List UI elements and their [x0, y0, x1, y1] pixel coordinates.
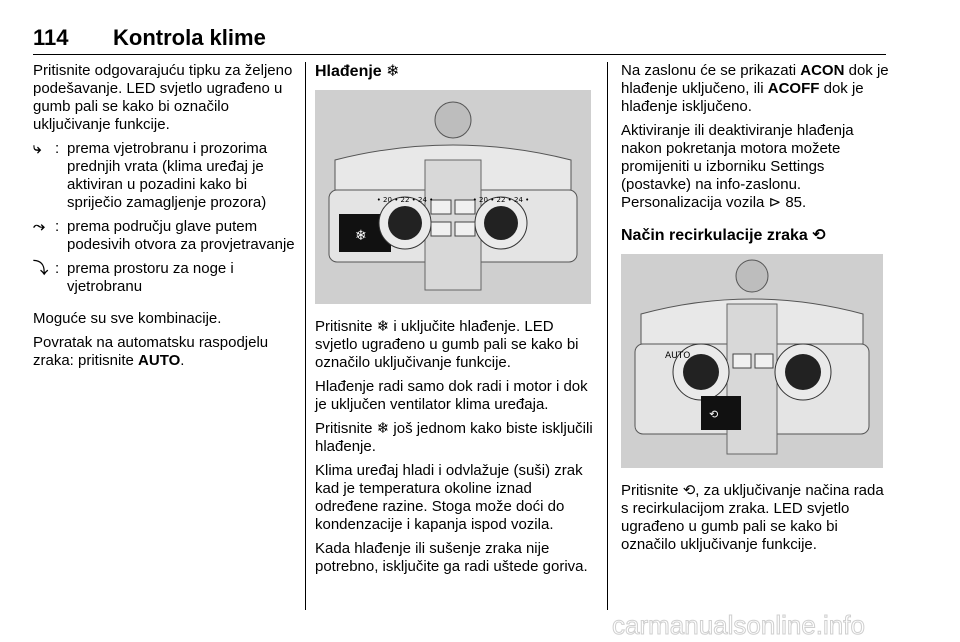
- auto-key-label: AUTO: [665, 351, 691, 361]
- combinations-text: Moguće su sve kombinacije.: [33, 310, 222, 327]
- svg-text:carmanualsonline.info: carmanualsonline.info: [612, 610, 865, 640]
- option-windshield: ⤷ : prema vjetrobranu i prozorima prednjih vrata (klima uređaj je aktiviran u pozadini kako bi spriječio zamagljenje prozora): [33, 140, 268, 211]
- column-divider: [305, 62, 306, 610]
- recirculation-paragraph: Pritisnite ⟲, za uključivanje načina rada s recirkulacijom zraka. LED svjetlo ugrađeno u gumb pali se kako bi označilo uključivanje funkcije.: [621, 482, 884, 553]
- svg-text:❄: ❄: [355, 228, 367, 244]
- acon-paragraph: Na zaslonu će se prikazati ACON dok je hlađenje uključeno, ili ACOFF dok je hlađenje isključeno.: [621, 62, 889, 115]
- cooling-p4: Klima uređaj hladi i odvlažuje (suši) zrak kad je temperatura okoline iznad određene razine. Stoga može doći do kondenzacije i kapanja ispod vozila.: [315, 462, 583, 533]
- intro-paragraph: Pritisnite odgovarajuću tipku za željeno podešavanje. LED svjetlo ugrađeno u gumb pali se kako bi označilo uključivanje funkcije.: [33, 62, 293, 133]
- cooling-heading: Hlađenje ❄: [315, 63, 400, 80]
- windshield-side-windows-icon: ⤷: [33, 140, 42, 157]
- cooling-p5: Kada hlađenje ili sušenje zraka nije potrebno, isključite ga radi uštede goriva.: [315, 540, 588, 575]
- column-2: [315, 62, 595, 582]
- settings-paragraph: Aktiviranje ili deaktiviranje hlađenja nakon pokretanja motora možete promijeniti u izborniku Settings (postavke) na info-zaslonu. Personalizacija vozila ⊳ 85.: [621, 122, 854, 211]
- footwell-windshield-icon: ⤵: [33, 260, 49, 277]
- head-vents-icon: ⤳: [33, 218, 46, 235]
- watermark: [610, 608, 955, 642]
- cooling-p1: Pritisnite ❄ i uključite hlađenje. LED svjetlo ugrađeno u gumb pali se kako bi označilo uključivanje funkcije.: [315, 318, 579, 371]
- recirculation-icon: ⟲: [682, 482, 696, 499]
- snowflake-icon: ❄: [376, 318, 390, 335]
- chapter-title: Kontrola klime: [113, 25, 266, 50]
- auto-paragraph: Povratak na automatsku raspodjelu zraka: pritisnite AUTO.: [33, 334, 269, 369]
- column-1: [33, 62, 295, 376]
- temp-scale-right: • 20 • 22 • 24 •: [472, 196, 530, 204]
- recirculation-heading: Način recirkulacije zraka ⟲: [621, 227, 826, 244]
- option-head: ⤳ : prema području glave putem podesivih otvora za provjetravanje: [33, 218, 295, 253]
- recirculation-panel-illustration: [621, 254, 883, 468]
- page-ref-icon: ⊳: [768, 194, 782, 211]
- page-number: 114: [33, 25, 69, 50]
- snowflake-icon: ❄: [376, 420, 390, 437]
- climate-panel-illustration: [315, 90, 591, 304]
- cooling-p2: Hlađenje radi samo dok radi i motor i dok je uključen ventilator klima uređaja.: [315, 378, 588, 413]
- snowflake-icon: ❄: [386, 63, 400, 80]
- column-divider: [607, 62, 608, 610]
- svg-text:⟲: ⟲: [709, 408, 719, 421]
- option-foot: ⤵ : prema prostoru za noge i vjetrobranu: [33, 260, 234, 295]
- cooling-p3: Pritisnite ❄ još jednom kako biste isključili hlađenje.: [315, 420, 593, 455]
- page-header: [33, 24, 886, 55]
- column-3: [621, 62, 891, 560]
- temp-scale-left: • 20 • 22 • 24 •: [376, 196, 434, 204]
- recirculation-icon: ⟲: [812, 227, 826, 244]
